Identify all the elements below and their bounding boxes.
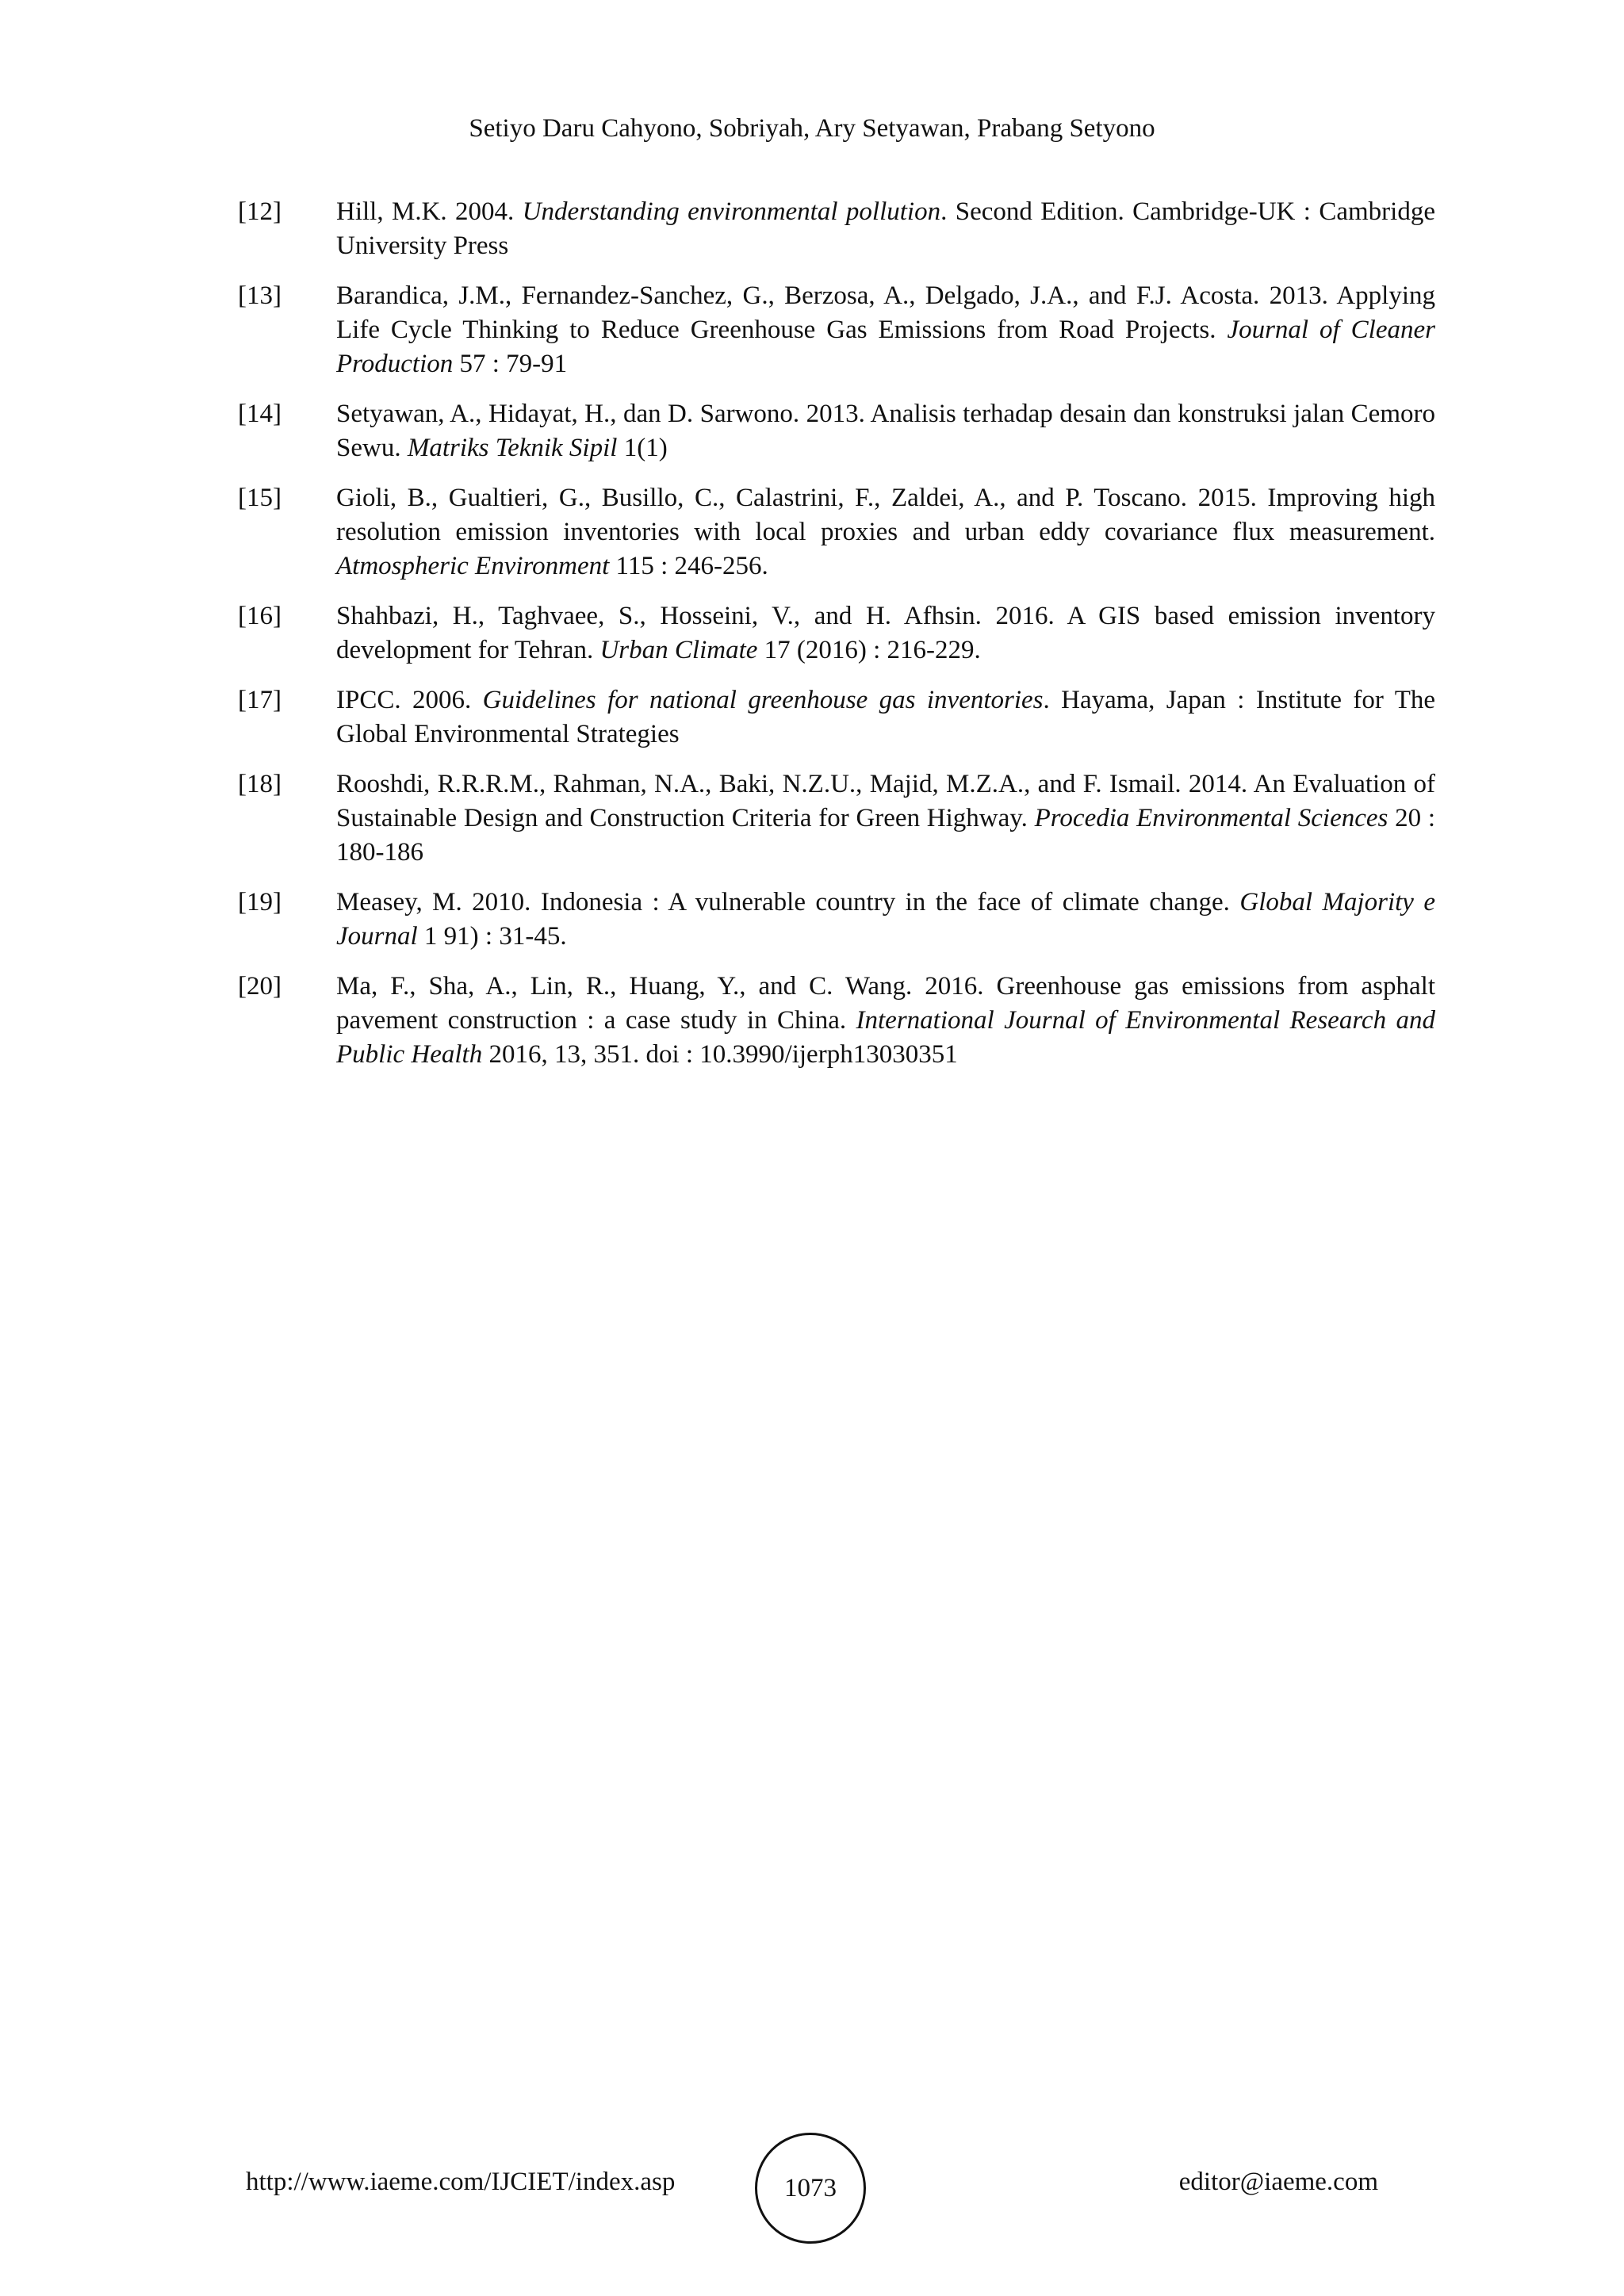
reference-title: Guidelines for national greenhouse gas inventories [482,686,1044,714]
page-number: 1073 [784,2173,837,2202]
footer-email-link[interactable]: editor@iaeme.com [1178,2168,1378,2196]
reference-journal: Atmospheric Environment [336,552,610,580]
reference-number: [20] [238,972,282,1001]
reference-item [238,886,1435,954]
reference-number: [13] [238,281,282,310]
reference-number: [17] [238,686,282,714]
footer-url-link[interactable]: http://www.iaeme.com/IJCIET/index.asp [246,2168,676,2196]
reference-text: Hill, M.K. 2004. Understanding environmental pollution. Second Edition. Cambridge-UK : Cambridge University Press [336,197,1435,260]
reference-number: [15] [238,484,282,512]
reference-number: [18] [238,770,282,798]
reference-text: Rooshdi, R.R.R.M., Rahman, N.A., Baki, N.Z.U., Majid, M.Z.A., and F. Ismail. 2014. An Evaluation of Sustainable Design and Construction Criteria for Green Highway. Procedia Environmental Sciences 20 : 180-186 [336,770,1435,867]
running-header: Setiyo Daru Cahyono, Sobriyah, Ary Setyawan, Prabang Setyono [469,114,1155,143]
reference-item [238,767,1435,870]
reference-journal: Matriks Teknik Sipil [407,434,618,462]
reference-item [238,279,1435,381]
reference-item [238,599,1435,668]
reference-text: Setyawan, A., Hidayat, H., dan D. Sarwono. 2013. Analisis terhadap desain dan konstruksi jalan Cemoro Sewu. Matriks Teknik Sipil 1(1) [336,400,1435,462]
reference-text: Shahbazi, H., Taghvaee, S., Hosseini, V., and H. Afhsin. 2016. A GIS based emission inventory development for Tehran. Urban Climate 17 (2016) : 216-229. [336,602,1435,664]
reference-journal: Procedia Environmental Sciences [1034,804,1388,832]
reference-text: Measey, M. 2010. Indonesia : A vulnerable country in the face of climate change. Global Majority e Journal 1 91) : 31-45. [336,888,1435,951]
reference-title: Understanding environmental pollution [522,197,941,226]
reference-journal: Journal of Cleaner Production [336,316,1435,378]
reference-number: [16] [238,602,282,630]
reference-text: IPCC. 2006. Guidelines for national greenhouse gas inventories. Hayama, Japan : Institute for The Global Environmental Strategies [336,686,1435,748]
page-footer [0,2133,1624,2236]
reference-item [238,683,1435,752]
reference-number: [19] [238,888,282,916]
reference-item [238,195,1435,263]
reference-item [238,970,1435,1072]
reference-number: [12] [238,197,282,226]
reference-item [238,397,1435,465]
reference-journal: International Journal of Environmental Research and Public Health [336,1006,1435,1069]
reference-text: Barandica, J.M., Fernandez-Sanchez, G., Berzosa, A., Delgado, J.A., and F.J. Acosta. 2013. Applying Life Cycle Thinking to Reduce Greenhouse Gas Emissions from Road Projects. Journal of Cleaner Production 57 : 79-91 [336,281,1435,378]
reference-number: [14] [238,400,282,428]
reference-item [238,481,1435,584]
reference-journal: Urban Climate [599,636,758,664]
reference-text: Gioli, B., Gualtieri, G., Busillo, C., Calastrini, F., Zaldei, A., and P. Toscano. 2015. Improving high resolution emission inventories with local proxies and urban eddy covariance flux measurement. Atmospheric Environment 115 : 246-256. [336,484,1435,580]
reference-list [238,195,1435,1088]
page-number-badge [755,2133,866,2244]
reference-text: Ma, F., Sha, A., Lin, R., Huang, Y., and C. Wang. 2016. Greenhouse gas emissions from asphalt pavement construction : a case study in China. International Journal of Environmental Research and Public Health 2016, 13, 351. doi : 10.3990/ijerph13030351 [336,972,1435,1069]
reference-journal: Global Majority e Journal [336,888,1435,951]
